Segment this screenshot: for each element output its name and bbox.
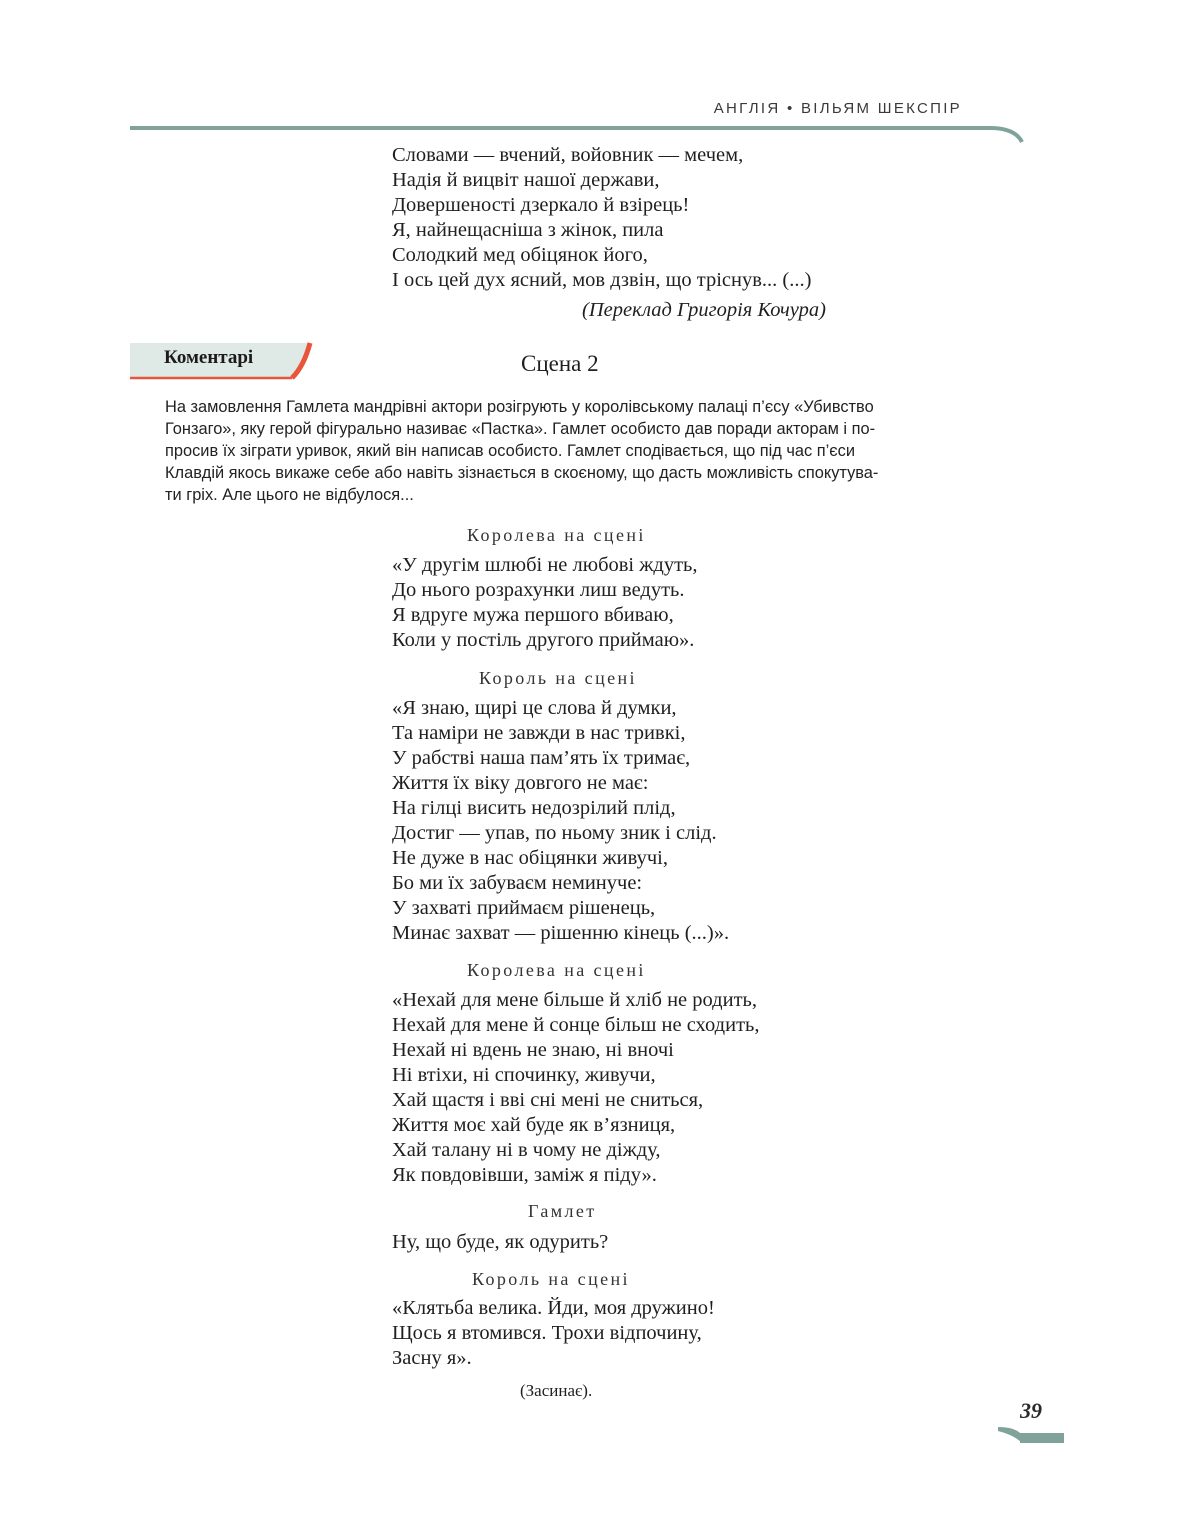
commentary-line: просив їх зіграти уривок, який він написав особисто. Гамлет сподівається, що під час п’єси [165, 442, 856, 460]
poem-line: Надія й вицвіт нашої держави, [392, 169, 660, 191]
speech-line: Щось я втомився. Трохи відпочину, [392, 1322, 702, 1344]
speaker-name: Король на сцені [472, 1269, 630, 1289]
speech-line: «У другім шлюбі не любові ждуть, [392, 554, 698, 576]
commentary-line: Гонзаго», яку герой фігурально називає «Пастка». Гамлет особисто дав поради акторам і по- [165, 420, 876, 438]
commentary-paragraph [165, 396, 965, 506]
poem-line: Довершеності дзеркало й взірець! [392, 194, 690, 216]
stage-direction: (Засинає). [520, 1381, 593, 1400]
speech-line: Не дуже в нас обіцянки живучі, [392, 847, 668, 869]
speech-block [392, 553, 698, 653]
speech-line: Хай талану ні в чому не діжду, [392, 1139, 661, 1161]
speech-line: Достиг — упав, по ньому зник і слід. [392, 822, 717, 844]
speech-line: До нього розрахунки лиш ведуть. [392, 579, 685, 601]
scene-title: Сцена 2 [521, 351, 599, 376]
commentary-line: На замовлення Гамлета мандрівні актори розігрують у королівському палаці п’єсу «Убивство [165, 398, 874, 416]
speech-line: Хай щастя і вві сні мені не сниться, [392, 1089, 704, 1111]
speech-line: На гілці висить недозрілий плід, [392, 797, 676, 819]
speech-line: Нехай для мене й сонце більш не сходить, [392, 1014, 760, 1036]
commentary-line: Клавдій якось викаже себе або навіть зізнається в скоєному, що дасть можливість спокутува- [165, 464, 879, 482]
translator-credit: (Переклад Григорія Кочура) [582, 299, 826, 321]
comments-label: Коментарі [164, 347, 254, 368]
speech-line: Ні втіхи, ні спочинку, живучи, [392, 1064, 656, 1086]
page-number: 39 [1020, 1398, 1042, 1423]
poem-line: Солодкий мед обіцянок його, [392, 244, 648, 266]
poem-line: Я, найнещасніша з жінок, пила [392, 219, 664, 241]
speech-line: Та наміри не завжди в нас тривкі, [392, 722, 686, 744]
speech-line: Як повдовівши, заміж я піду». [392, 1164, 657, 1186]
speech-line: Минає захват — рішенню кінець (...)». [392, 922, 730, 944]
poem-top [392, 143, 811, 293]
speech-line: Я вдруге мужа першого вбиваю, [392, 604, 674, 626]
commentary-line: ти гріх. Але цього не відбулося... [165, 486, 414, 504]
speech-line: Життя їх віку довгого не має: [392, 772, 649, 794]
speaker-name: Королева на сцені [467, 525, 646, 545]
speech-line: Коли у постіль другого приймаю». [392, 629, 695, 651]
speaker-name: Гамлет [528, 1201, 597, 1221]
speaker-name: Король на сцені [479, 668, 637, 688]
speech-line: У рабстві наша пам’ять їх тримає, [392, 747, 691, 769]
speech-line: Життя моє хай буде як в’язниця, [392, 1114, 676, 1136]
running-header: АНГЛІЯ • ВІЛЬЯМ ШЕКСПІР [713, 100, 962, 117]
page-tab-shape [996, 1425, 1068, 1447]
speech-line: «Клятьба велика. Йди, моя дружино! [392, 1297, 715, 1319]
speech-line: «Нехай для мене більше й хліб не родить, [392, 989, 758, 1011]
speech-line: У захваті приймаєм рішенець, [392, 897, 656, 919]
comments-tab-shape [0, 338, 320, 384]
speech-block [392, 696, 729, 946]
speech-line: «Я знаю, щирі це слова й думки, [392, 697, 677, 719]
speech-line: Бо ми їх забуваєм неминуче: [392, 872, 643, 894]
speech-block [392, 1230, 608, 1255]
poem-line: І ось цей дух ясний, мов дзвін, що тріснув... (...) [392, 269, 812, 291]
speech-block [392, 1296, 715, 1371]
speaker-name: Королева на сцені [467, 960, 646, 980]
poem-line: Словами — вчений, войовник — мечем, [392, 144, 744, 166]
speech-block [392, 988, 760, 1188]
speech-line: Засну я». [392, 1347, 472, 1369]
speech-line: Нехай ні вдень не знаю, ні вночі [392, 1039, 674, 1061]
speech-line: Ну, що буде, як одурить? [392, 1231, 609, 1253]
